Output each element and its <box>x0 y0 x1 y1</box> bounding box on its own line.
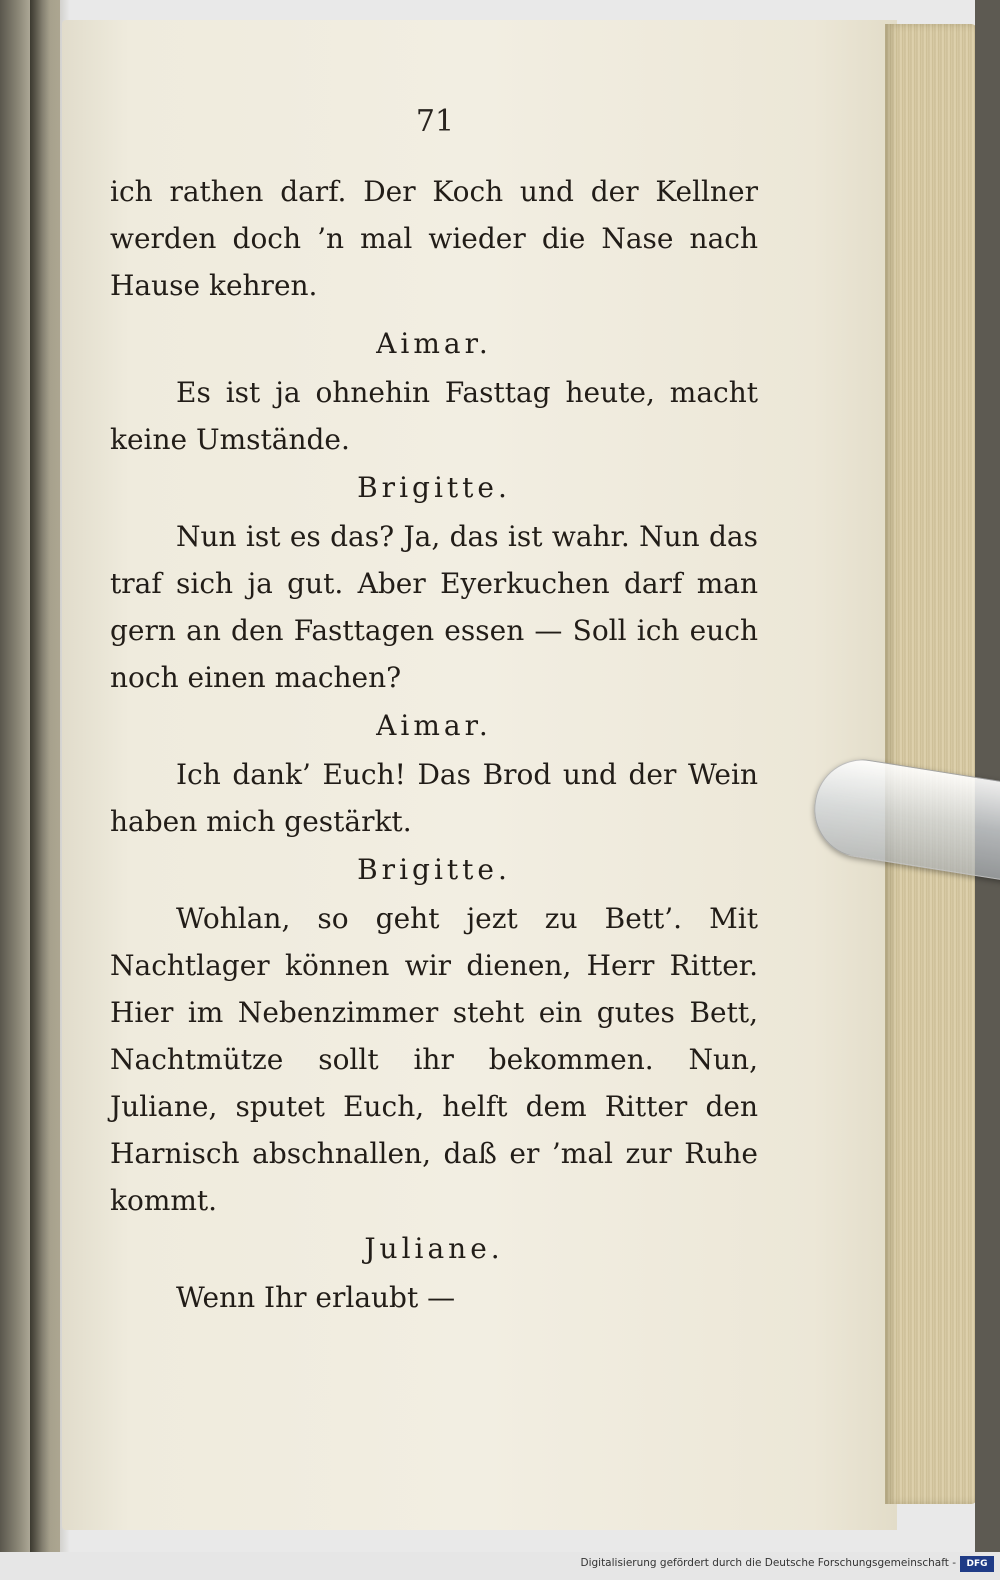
paragraph: Wenn Ihr erlaubt — <box>176 1281 456 1314</box>
page-clip <box>815 752 1000 902</box>
speaker-name: Juliane. <box>364 1232 504 1265</box>
paragraph: Es ist ja ohnehin Fasttag heute, macht keine Umstände. <box>110 376 758 456</box>
speaker-name: Aimar. <box>376 709 492 742</box>
paragraph: ich rathen darf. Der Koch und der Kellner werden doch ’n mal wieder die Nase nach Hause kehren. <box>110 175 758 302</box>
page-number: 71 <box>415 104 455 139</box>
speaker-name: Aimar. <box>376 327 492 360</box>
paragraph: Ich dank’ Euch! Das Brod und der Wein haben mich gestärkt. <box>110 758 758 838</box>
page-text <box>110 168 758 1321</box>
paragraph: Wohlan, so geht jezt zu Bett’. Mit Nachtlager können wir dienen, Herr Ritter. Hier im Nebenzimmer steht ein gutes Bett, Nachtmütze sollt ihr bekommen. Nun, Juliane, sputet Euch, helft dem Ritter den Harnisch abschnallen, daß er ’mal zur Ruhe kommt. <box>110 902 758 1217</box>
paragraph: Nun ist es das? Ja, das ist wahr. Nun das traf sich ja gut. Aber Eyerkuchen darf man gern an den Fasttagen essen — Soll ich euch noch einen machen? <box>110 520 758 694</box>
plastic-clip-shape <box>807 753 1000 881</box>
speaker-name: Brigitte. <box>357 853 511 886</box>
digitization-credit: Digitalisierung gefördert durch die Deutsche Forschungsgemeinschaft - <box>580 1557 956 1569</box>
dfg-logo: DFG <box>960 1556 994 1572</box>
speaker-name: Brigitte. <box>357 471 511 504</box>
